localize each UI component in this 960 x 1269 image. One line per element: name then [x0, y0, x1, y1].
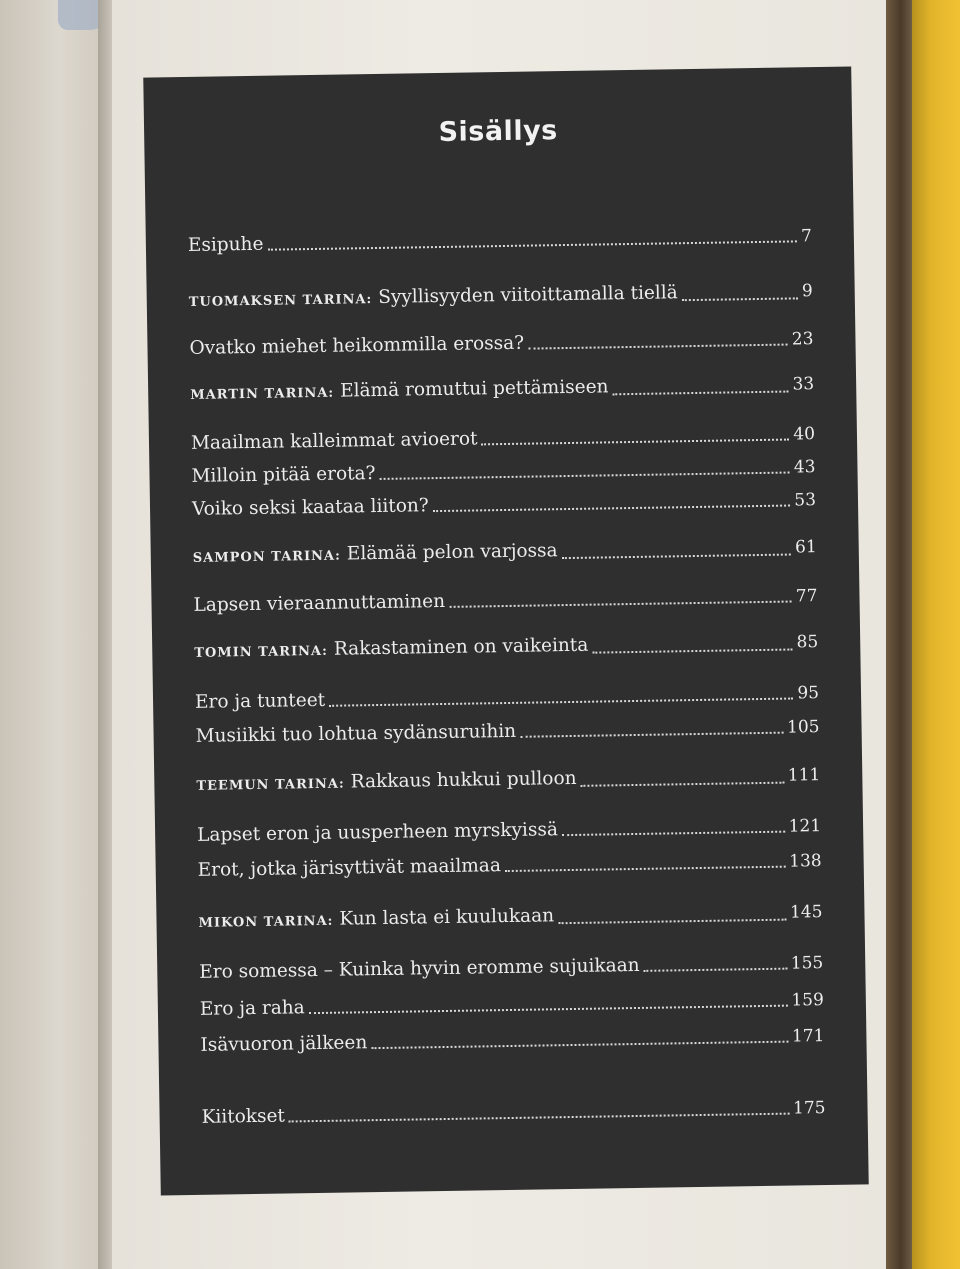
dot-leader — [309, 1005, 788, 1015]
entry-page: 85 — [796, 632, 819, 653]
toc-entry — [193, 584, 817, 618]
entry-prefix: MIKON TARINA: — [198, 913, 334, 931]
entry-page: 9 — [801, 281, 813, 302]
dot-leader — [268, 240, 798, 250]
toc-entry — [198, 849, 822, 883]
toc-entry — [195, 715, 819, 749]
dot-leader — [562, 554, 791, 560]
dot-leader — [581, 782, 784, 787]
entry-label: Ero ja raha — [199, 997, 305, 1020]
dot-leader — [558, 919, 786, 925]
entry-label: Maailman kalleimmat avioerot — [190, 428, 478, 454]
entry-page: 145 — [789, 902, 823, 923]
entry-prefix: TEEMUN TARINA: — [196, 776, 345, 794]
entry-page: 40 — [793, 424, 816, 445]
dot-leader — [380, 472, 790, 480]
dot-leader — [562, 831, 785, 836]
toc-entry — [190, 372, 814, 408]
toc-entry — [200, 988, 824, 1022]
toc-entry — [196, 763, 820, 799]
dot-leader — [482, 439, 790, 446]
entry-label: Lapset eron ja uusperheen myrskyissä — [197, 819, 559, 846]
toc-entry — [200, 1024, 824, 1058]
entry-label: Ero somessa – Kuinka hyvin eromme sujuikaan — [199, 954, 640, 983]
entry-label: Rakkaus hukkui pulloon — [350, 767, 577, 793]
toc-entry — [198, 900, 822, 936]
dot-leader — [329, 697, 793, 706]
toc-entry — [201, 1096, 825, 1130]
entry-page: 138 — [789, 851, 822, 872]
entry-label: Ovatko miehet heikommilla erossa? — [189, 332, 525, 359]
entry-prefix: MARTIN TARINA: — [190, 385, 335, 403]
toc-entry — [193, 535, 817, 571]
entry-page: 95 — [797, 683, 820, 704]
toc-panel — [143, 67, 868, 1196]
dot-leader — [592, 648, 792, 653]
entry-label: Rakastaminen on vaikeinta — [333, 634, 589, 660]
entry-page: 33 — [792, 374, 815, 395]
entry-page: 171 — [791, 1026, 825, 1047]
dot-leader — [644, 968, 787, 972]
entry-label: Esipuhe — [187, 233, 264, 256]
toc-entry — [188, 224, 812, 258]
toc-entry — [192, 488, 816, 522]
entry-page: 23 — [791, 329, 814, 350]
entry-page: 61 — [794, 537, 817, 558]
entry-label: Ero ja tunteet — [194, 689, 326, 713]
entry-page: 155 — [790, 953, 824, 974]
entry-label: Milloin pitää erota? — [191, 463, 376, 487]
entry-page: 121 — [788, 816, 822, 837]
entry-page: 43 — [793, 457, 816, 478]
entry-page: 53 — [794, 490, 817, 511]
toc-entry — [194, 630, 818, 666]
entry-label: Lapsen vieraannuttaminen — [193, 590, 446, 616]
entry-label: Isävuoron jälkeen — [200, 1032, 368, 1056]
yellow-background — [912, 0, 960, 1269]
dot-leader — [289, 1113, 789, 1123]
toc-entry — [189, 279, 813, 315]
entry-page: 159 — [791, 990, 824, 1011]
entry-page: 7 — [800, 226, 812, 247]
dot-leader — [520, 732, 783, 738]
dot-leader — [613, 391, 789, 396]
toc-entry — [197, 814, 821, 848]
entry-page: 175 — [792, 1098, 826, 1119]
entry-label: Syyllisyyden viitoittamalla tiellä — [378, 282, 678, 308]
dot-leader — [682, 297, 798, 301]
entry-prefix: SAMPON TARINA: — [192, 548, 341, 566]
toc-entry — [191, 422, 815, 456]
dot-leader — [528, 344, 788, 350]
entry-label: Elämää pelon varjossa — [346, 540, 558, 565]
entry-label: Kiitokset — [201, 1105, 286, 1128]
toc-entry — [191, 455, 815, 489]
entry-label: Voiko seksi kaataa liiton? — [191, 495, 429, 520]
toc-entry — [189, 327, 813, 361]
entry-label: Elämä romuttui pettämiseen — [339, 376, 609, 402]
dot-leader — [371, 1041, 788, 1050]
dot-leader — [433, 505, 791, 513]
toc-entry — [195, 681, 819, 715]
entry-page: 77 — [795, 586, 818, 607]
entry-prefix: TOMIN TARINA: — [194, 643, 329, 661]
dot-leader — [505, 866, 785, 872]
dot-leader — [449, 601, 792, 608]
entry-page: 105 — [786, 717, 820, 738]
toc-title: Sisällys — [438, 115, 558, 148]
left-page — [0, 0, 108, 1269]
toc-entry — [199, 951, 823, 985]
entry-label: Kun lasta ei kuulukaan — [339, 905, 555, 930]
entry-page: 111 — [787, 765, 821, 786]
entry-label: Musiikki tuo lohtua sydänsuruihin — [195, 720, 517, 747]
entry-label: Erot, jotka järisyttivät maailmaa — [197, 855, 502, 881]
entry-prefix: TUOMAKSEN TARINA: — [188, 292, 373, 310]
